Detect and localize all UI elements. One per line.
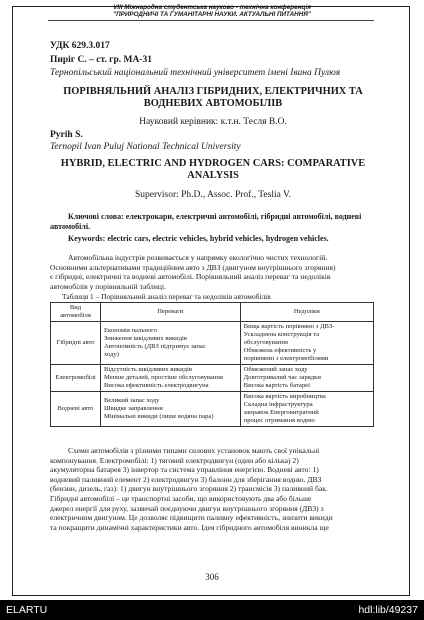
keywords-ua: Ключові слова: електрокари, електричні автомобілі, гібридні автомобілі, водневі автомобілі. xyxy=(50,212,362,231)
body-line: (бензин, дизель, газ): 1) двигун внутрішнього згоряння 2) трансмісія 3) паливний бак. xyxy=(50,484,328,494)
cons-item: Ускладнена конструкція та xyxy=(243,331,320,338)
pros-cell xyxy=(100,392,240,427)
cons-cell xyxy=(240,365,373,392)
header-rule xyxy=(48,20,374,21)
table-header-row xyxy=(51,303,374,322)
cons-item: процес отримання водню xyxy=(243,417,315,424)
pros-item: Відсутність шкідливих викидів xyxy=(103,366,192,373)
university-ua: Тернопільський національний технічний університет імені Івана Пулюя xyxy=(50,68,341,78)
table-row xyxy=(51,365,374,392)
body-paragraph xyxy=(50,446,374,532)
cons-item: обслуговування xyxy=(243,339,288,346)
pros-item: Великий запас ходу xyxy=(103,397,160,404)
cons-cell xyxy=(240,322,373,365)
row-type: Гібридні авто xyxy=(51,322,101,365)
table-row xyxy=(51,392,374,427)
pros-item: Висока ефективність електродвигуна xyxy=(103,382,209,389)
cons-item: Вища вартість порівняно з ДВЗ- xyxy=(243,323,335,330)
title-ua: ПОРІВНЯЛЬНИЙ АНАЛІЗ ГІБРИДНИХ, ЕЛЕКТРИЧНИХ ТА ВОДНЕВИХ АВТОМОБІЛІВ xyxy=(63,86,363,110)
keywords-en: Keywords: electric cars, electric vehicles, hybrid vehicles, hydrogen vehicles. xyxy=(68,234,329,243)
footer-repository-label: ELARTU xyxy=(6,604,48,616)
intro-paragraph xyxy=(50,253,374,291)
table-caption: Таблиця 1 – Порівняльний аналіз переваг та недоліків автомобілів xyxy=(62,292,271,301)
supervisor-en: Supervisor: Ph.D., Assoc. Prof., Teslia V. xyxy=(134,190,292,200)
pros-item: Автономність (ДВЗ підтримує запас xyxy=(103,343,206,350)
table-row xyxy=(51,322,374,365)
footer-handle-link[interactable]: hdl:lib/49237 xyxy=(358,604,418,616)
pros-cell xyxy=(100,322,240,365)
pros-item: Зниження шкідливих викидів xyxy=(103,335,187,342)
cons-item: Обмежений запас ходу xyxy=(243,366,308,373)
pros-item: Швидке заправлення xyxy=(103,405,163,412)
header-vehicle-type: Вид автомобіля xyxy=(51,303,101,322)
pros-cell xyxy=(100,365,240,392)
author-ua: Пиріг С. – ст. гр. МА-31 xyxy=(50,55,152,65)
cons-item: Довготривалий час зарядки xyxy=(243,374,321,381)
conference-header xyxy=(0,4,424,18)
conference-line-2: "ПРИРОДНИЧІ ТА ГУМАНІТАРНІ НАУКИ. АКТУАЛЬНІ ПИТАННЯ" xyxy=(113,11,311,18)
body-line: та покращити динамічні характеристики авто. Ідея гібридного автомобіля виникла ще xyxy=(50,522,329,532)
cons-cell xyxy=(240,392,373,427)
intro-line: автомобілів у порівняльній таблиці. xyxy=(50,281,166,291)
cons-item: порівнянні з електромобілями xyxy=(243,355,329,362)
row-type: Електромобілі xyxy=(51,365,101,392)
cons-item: заправок Енерговитратний xyxy=(243,409,319,416)
cons-item: Складна інфраструктура xyxy=(243,401,313,408)
pros-item: Економія пального xyxy=(103,327,158,334)
cons-item: Обмежена ефективність у xyxy=(243,347,317,354)
body-line: джерел енергії для руху, зазвичай поєднуючи двигун внутрішнього згоряння (ДВЗ) з xyxy=(50,503,324,513)
title-en: HYBRID, ELECTRIC AND HYDROGEN CARS: COMPARATIVE ANALYSIS xyxy=(60,158,366,182)
header-advantages: Переваги xyxy=(100,303,240,322)
udc-code: УДК 629.3.017 xyxy=(50,41,110,51)
body-line: водневий паливний елемент 2) електродвигун 3) балони для зберігання водню. ДВЗ xyxy=(50,474,322,484)
conference-line-1: VIII Міжнародна студентська науково - технічна конференція xyxy=(113,4,311,11)
author-en: Pyrih S. xyxy=(50,130,83,140)
cons-item: Висока вартість виробництва xyxy=(243,393,326,400)
page-number: 306 xyxy=(205,572,219,582)
body-line: акумуляторна батарея 3) інвертор та система управління енергією. Водневі авто: 1) xyxy=(50,465,319,475)
pros-item: Менше деталей, простіше обслуговування xyxy=(103,374,223,381)
footer-bar xyxy=(0,600,424,620)
pros-item: ходу) xyxy=(103,351,119,358)
pros-item: Мінімальні викиди (лише водяна пара) xyxy=(103,413,214,420)
row-type: Водневі авто xyxy=(51,392,101,427)
body-line: електричним двигуном. Це дозволяє підвищити паливну ефективність, знизити викиди xyxy=(50,513,333,523)
intro-line: Автомобільна індустрія розвивається у напрямку екологічно чистих технологій. xyxy=(68,253,328,262)
intro-line: Основними альтернативами традиційним авто з ДВЗ (двигуном внутрішнього згоряння) xyxy=(50,262,336,272)
body-line: Схеми автомобілів з різними типами силових установок мають свої унікальні xyxy=(68,446,320,455)
header-disadvantages: Недоліки xyxy=(240,303,373,322)
university-en: Ternopil Ivan Puluj National Technical University xyxy=(50,142,241,152)
comparison-table xyxy=(50,302,374,427)
supervisor-ua: Науковий керівник: к.т.н. Тесля В.О. xyxy=(139,117,287,127)
body-line: Гібридні автомобілі – це транспортні засоби, що використовують два або більше xyxy=(50,493,312,503)
body-line: компонування. Електромобілі: 1) тяговий електродвигун (один або кілька) 2) xyxy=(50,455,299,465)
intro-line: є гібридні, електричні та водневі автомобілі. Порівняльний аналіз переваг та недоліків xyxy=(50,272,331,282)
cons-item: Висока вартість батареї xyxy=(243,382,310,389)
